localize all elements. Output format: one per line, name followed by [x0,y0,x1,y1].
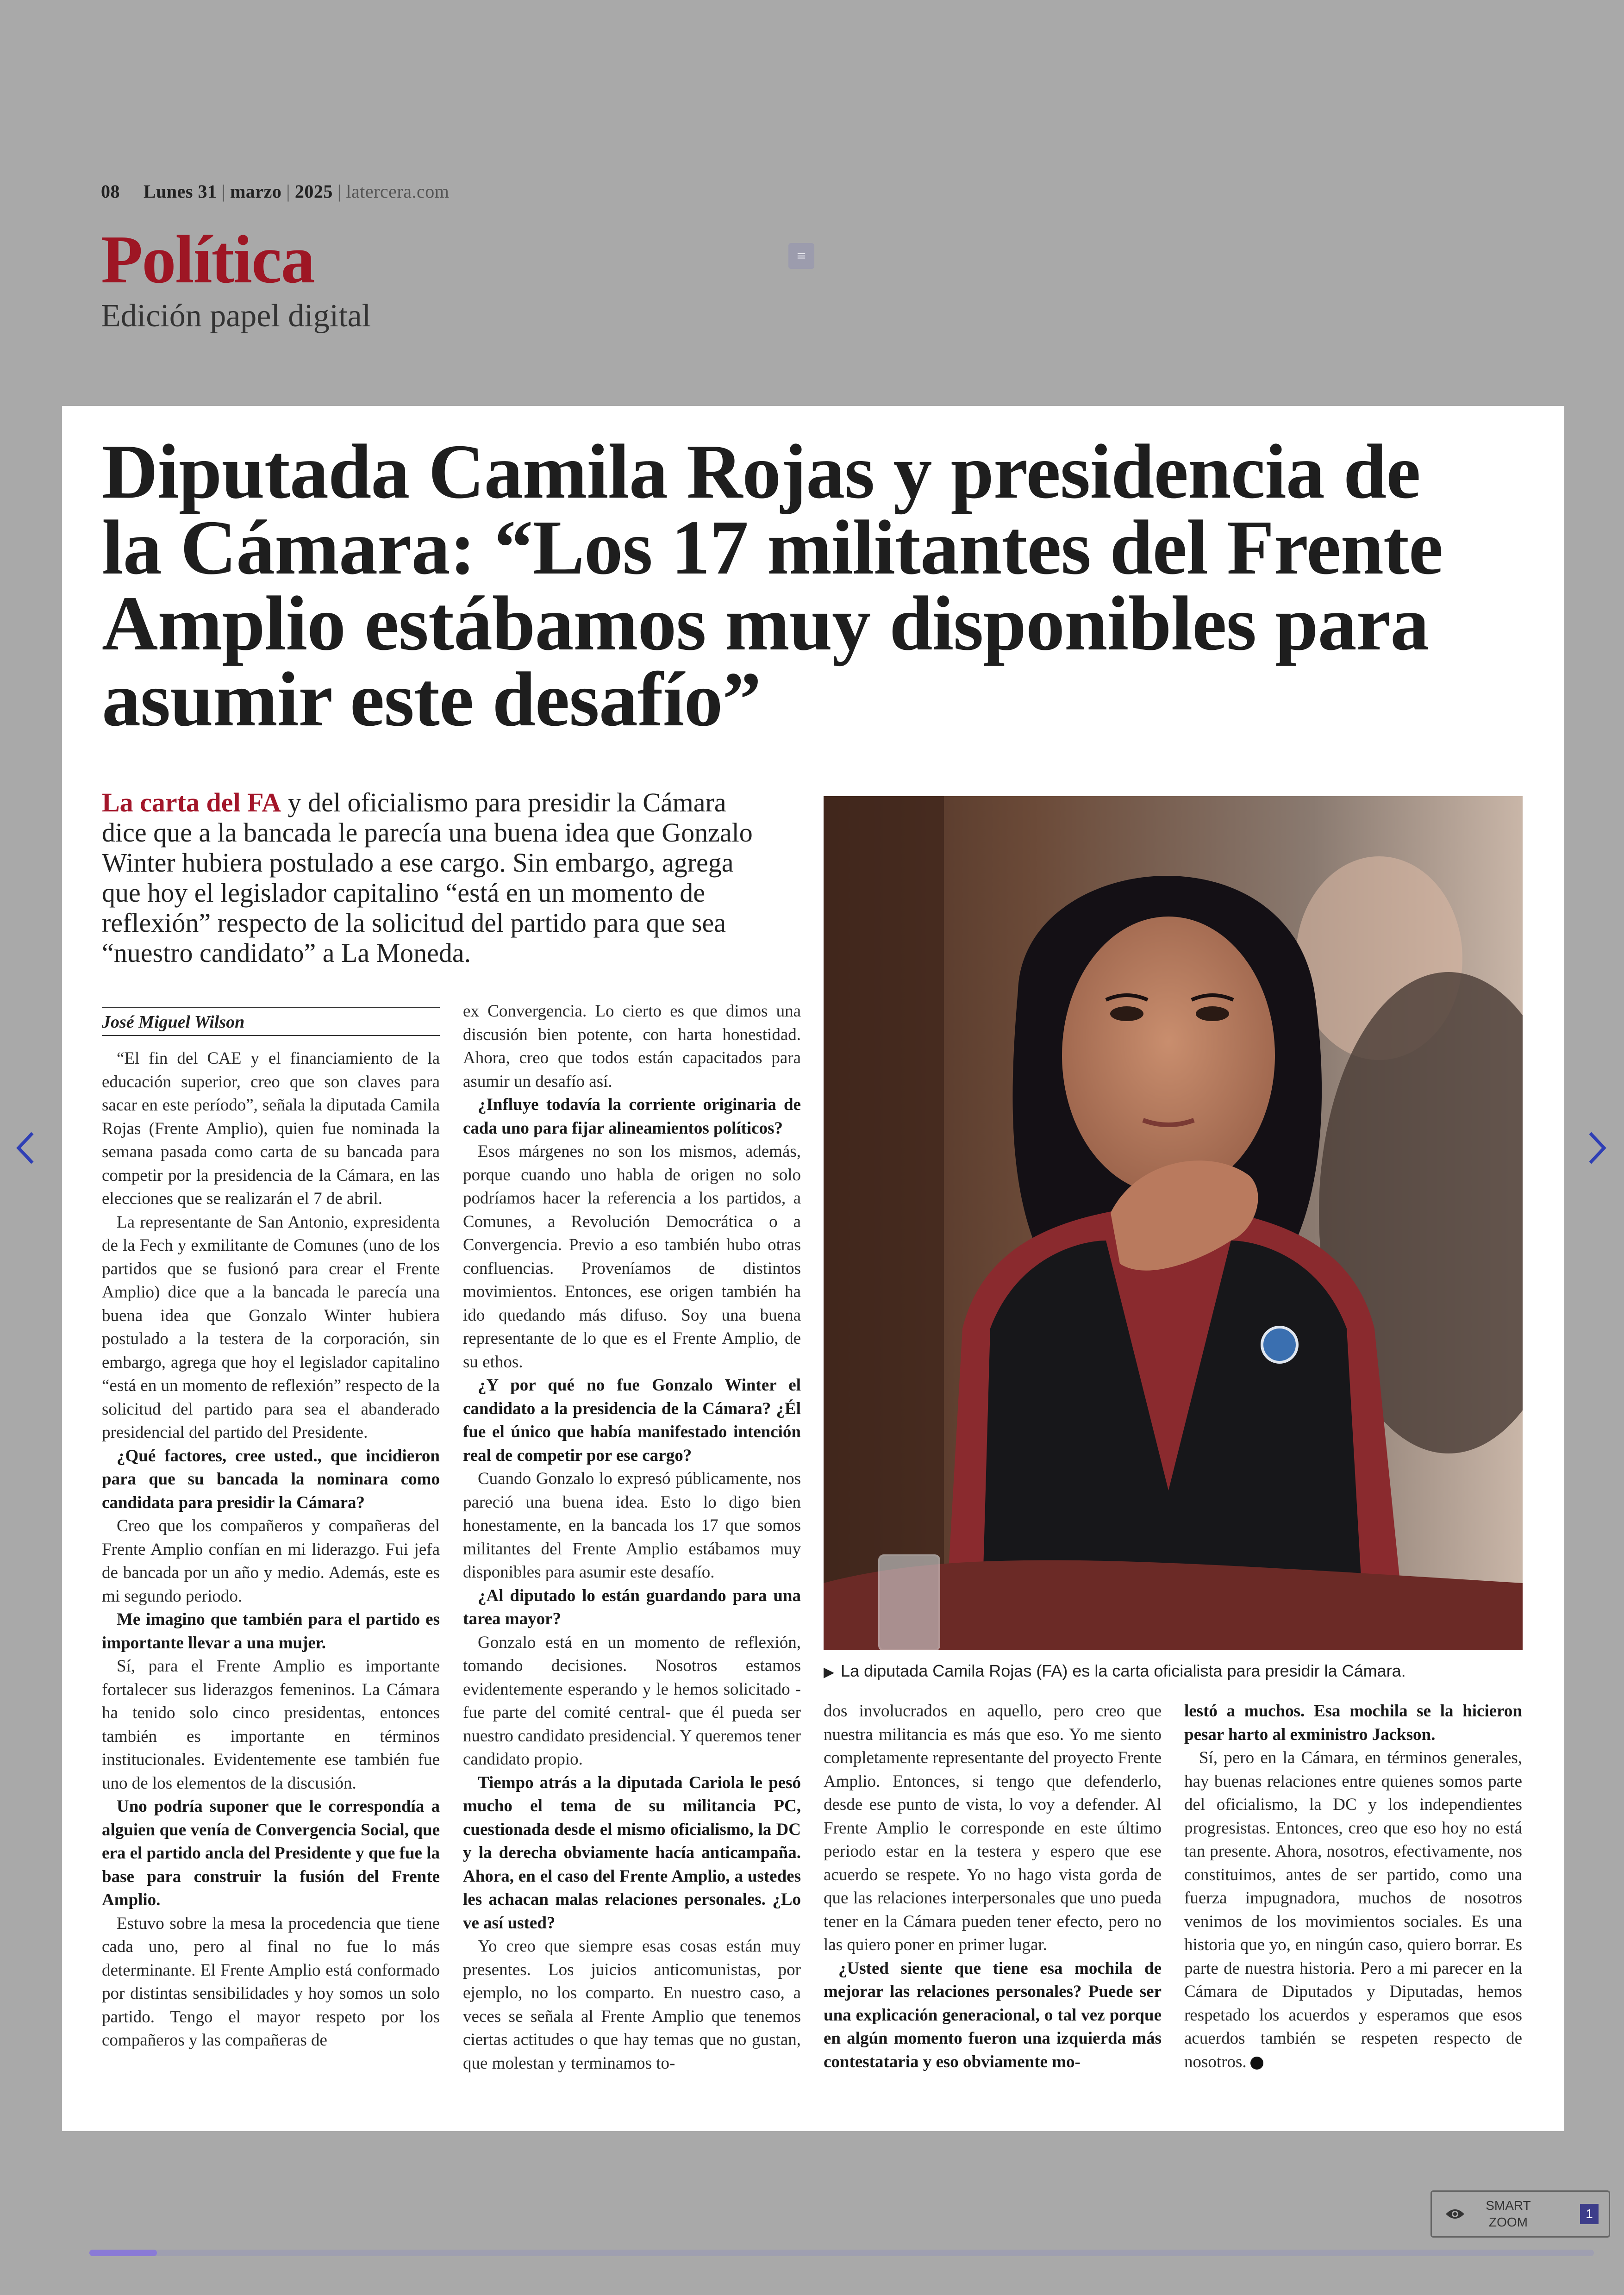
article-column-4 [1184,1700,1522,2074]
photo-caption [824,1661,1523,1681]
paragraph: Creo que los compañeros y compañeras del Frente Amplio confían en mi liderazgo. Fui jefa de bancada por un año y medio. Además, este es mi segundo periodo. [102,1516,440,1606]
date-month: marzo [230,181,282,202]
site-name: latercera.com [346,181,450,202]
eye-icon [1432,2207,1478,2221]
interview-question: Uno podría suponer que le correspondía a alguien que venía de Convergencia Social, que era el partido ancla del Presidente y que fue la base para construir la fusión del Frente Amplio. [102,1797,440,1909]
section-title: Política [101,222,314,298]
paragraph: Yo creo que siempre esas cosas están muy presentes. Los juicios anticomunistas, por ejemplo, no los comparto. En nuestro caso, a veces se señala al Frente Amplio que tenemos ciertas actitudes o que hay temas que no gustan, que molestan y terminamos to- [463,1937,801,2073]
interview-question: Tiempo atrás a la diputada Cariola le pesó mucho el tema de su militancia PC, cuestionada desde el mismo oficialismo, la DC y la derecha obviamente hacía anticampaña. Ahora, en el caso del Frente Amplio, a ustedes les achacan malas relaciones personales. ¿Lo ve así usted? [463,1773,801,1933]
interview-question: ¿Qué factores, cree usted., que incidieron para que su bancada la nominara como candidata para presidir la Cámara? [102,1446,440,1512]
dateline: 08 Lunes 31 | marzo | 2025 | latercera.com [101,181,450,202]
article-photo [824,796,1523,1650]
lede-text: y del oficialismo para presidir la Cámara dice que a la bancada le parecía una buena idea que Gonzalo Winter hubiera postulado a ese cargo. Sin embargo, agrega que hoy el legislador capitalino “está en un momento de reflexión” respecto de la solicitud del partido para que sea “nuestro candidato” a La Moneda. [102,787,753,968]
caption-triangle-icon: ▶ [824,1665,835,1680]
end-mark-icon [1250,2057,1263,2070]
smart-zoom-label: SMART ZOOM [1486,2198,1531,2229]
chevron-right-icon [1586,1129,1609,1166]
date-year: 2025 [294,181,333,202]
paragraph: Esos márgenes no son los mismos, además, porque cuando uno habla de origen no solo podríamos hacer la referencia a los partidos, a Comunes, a Revolución Democrática o a Convergencia. Previo a eso también hubo otras confluencias. Proveníamos de distintos movimientos. Entonces, ese origen también ha ido quedando más difuso. Soy una buena representante de lo que es el Frente Amplio, de su ethos. [463,1142,801,1372]
paragraph: Sí, para el Frente Amplio es importante fortalecer sus liderazgos femeninos. La Cámara ha tenido solo cinco presidentas, entonces también es importante en términos institucionales. Evidentemente ese también fue uno de los elementos de la discusión. [102,1657,440,1793]
article-column-3 [824,1700,1162,2074]
chevron-left-icon [14,1129,37,1166]
progress-fill [89,2250,157,2256]
paragraph: La representante de San Antonio, expresidenta de la Fech y exmilitante de Comunes (uno de los partidos que se fusionó para crear el Frente Amplio) dice que a la bancada le parecía una buena idea que Gonzalo Winter hubiera postulado a la testera de la corporación, sin embargo, agrega que hoy el legislador capitalino “está en un momento de reflexión” respecto de la solicitud del partido para sea el abanderado presidencial del partido del Presidente. [102,1212,440,1442]
page-number: 08 [101,181,120,202]
article-column-2 [463,1000,801,2075]
page-progress-bar[interactable] [89,2250,1594,2256]
paragraph: ex Convergencia. Lo cierto es que dimos una discusión bien potente, con harta honestidad. Ahora, creo que todos están capacitados para asumir un desafío así. [463,1002,801,1091]
page-indicator: 1 [1580,2204,1599,2224]
next-page-button[interactable] [1581,1120,1613,1176]
interview-question: ¿Al diputado lo están guardando para una tarea mayor? [463,1586,801,1628]
date-weekday: Lunes 31 [144,181,217,202]
interview-question: ¿Usted siente que tiene esa mochila de mejorar las relaciones personales? Puede ser una explicación generacional, o tal vez porque en algún momento fueron una izquierda más contestataria y eso obviamente mo- [824,1958,1162,2071]
lede-kicker: La carta del FA [102,787,281,817]
menu-button[interactable] [788,243,814,269]
article-headline: Diputada Camila Rojas y presidencia de la Cámara: “Los 17 militantes del Frente Amplio estábamos muy disponibles para asumir este desafío” [102,429,1443,742]
paragraph: Cuando Gonzalo lo expresó públicamente, nos pareció una buena idea. Esto lo digo bien honestamente, en la bancada los 17 que somos militantes del Frente Amplio estábamos muy disponibles para asumir este desafío. [463,1469,801,1582]
paragraph: dos involucrados en aquello, pero creo que nuestra militancia es más que eso. Yo me siento completamente representante del proyecto Frente Amplio. Entonces, si tengo que defenderlo, desde ese punto de vista, lo voy a defender. Al Frente Amplio le corresponde en este último periodo estar en la testera y espero que ese acuerdo se respete. Yo no hago vista gorda de que las relaciones interpersonales que uno pueda tener en la Cámara pueden tener efecto, pero no las quiero poner en primer lugar. [824,1702,1162,1954]
interview-question: ¿Influye todavía la corriente originaria de cada uno para fijar alineamientos políticos? [463,1095,801,1138]
paragraph: “El fin del CAE y el financiamiento de la educación superior, creo que son claves para sacar en este período”, señala la diputada Camila Rojas (Frente Amplio), quien fue nominada la semana pasada como carta de su bancada para competir por la presidencia de la Cámara, en las elecciones que se realizarán el 7 de abril. [102,1049,440,1208]
paragraph: Gonzalo está en un momento de reflexión, tomando decisiones. Nosotros estamos evidentemente esperando y le hemos solicitado -fue parte del comité central- que él pueda ser nuestro candidato presidencial. Y queremos tener candidato propio. [463,1633,801,1769]
article-lede [102,787,759,968]
masthead [101,181,449,335]
newspaper-page [62,406,1564,2131]
article-column-1 [102,1047,440,2052]
interview-question: Me imagino que también para el partido es importante llevar a una mujer. [102,1610,440,1653]
smart-zoom-button[interactable] [1430,2190,1610,2238]
previous-page-button[interactable] [9,1120,42,1176]
interview-question: ¿Y por qué no fue Gonzalo Winter el candidato a la presidencia de la Cámara? ¿Él fue el único que había manifestado intención real de competir por ese cargo? [463,1376,801,1465]
caption-text: La diputada Camila Rojas (FA) es la carta oficialista para presidir la Cámara. [841,1661,1406,1680]
menu-icon: ≡ [796,249,806,263]
byline: José Miguel Wilson [102,1007,440,1036]
interview-question: lestó a muchos. Esa mochila se la hicieron pesar harto al exministro Jackson. [1184,1702,1522,1744]
paragraph: Estuvo sobre la mesa la procedencia que tiene cada uno, pero al final no fue lo más determinante. El Frente Amplio está conformado por distintas sensibilidades y hoy somos un solo partido. Tengo el mayor respeto por los compañeros y las compañeras de [102,1914,440,2050]
edition-subtitle: Edición papel digital [101,298,371,334]
paragraph: Sí, pero en la Cámara, en términos generales, hay buenas relaciones entre quienes somos parte del oficialismo, la DC y los independientes progresistas. Entonces, creo que eso hoy no está tan presente. Ahora, nosotros, efectivamente, nos constituimos, antes de ser partido, como una fuerza impugnadora, muchos de nosotros venimos de los movimientos sociales. Es una historia que yo, en ningún caso, quiero borrar. Es parte de nuestra historia. Pero a mi parecer en la Cámara de Diputados y Diputadas, hemos respetado los acuerdos y esperamos que esos acuerdos también se respeten respecto de nosotros. [1184,1748,1522,2071]
